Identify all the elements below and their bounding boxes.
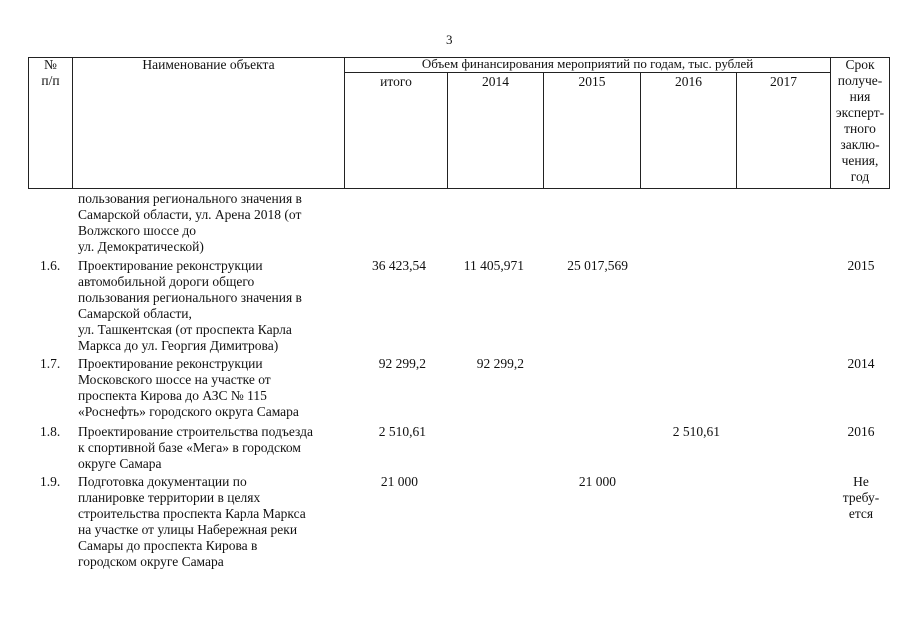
row-name-line: автомобильной дороги общего	[78, 274, 255, 289]
header-term-line: Срок	[845, 57, 875, 72]
header-term-line: ния	[849, 89, 871, 104]
row-2014: 11 405,971	[463, 258, 524, 273]
row-term	[833, 474, 889, 522]
row-term-line: ется	[848, 506, 874, 521]
continuation-line: пользования регионального значения в	[78, 191, 302, 206]
row-number: 1.7.	[40, 356, 61, 371]
header-no-line2: п/п	[41, 73, 60, 88]
row-term-line: Не	[853, 474, 869, 489]
row-2014: 92 299,2	[476, 356, 524, 371]
row-total: 92 299,2	[378, 356, 426, 371]
header-bottom-border	[28, 188, 890, 189]
header-no	[29, 57, 72, 89]
row-name	[78, 474, 346, 570]
row-name	[78, 258, 346, 354]
row-name-line: Самары до проспекта Кирова в	[78, 538, 258, 553]
header-term	[831, 57, 889, 185]
row-name-line: планировке территории в целях	[78, 490, 261, 505]
row-term: 2014	[847, 356, 875, 371]
row-name	[78, 356, 346, 420]
row-term: 2015	[847, 258, 875, 273]
row-name-line: проспекта Кирова до АЗС № 115	[78, 388, 267, 403]
funding-divider	[344, 72, 830, 73]
row-name-line: Проектирование строительства подъезда	[78, 424, 313, 439]
row-name-line: Самарской области,	[78, 306, 192, 321]
continuation-line: Волжского шоссе до	[78, 223, 196, 238]
row-name-line: на участке от улицы Набережная реки	[78, 522, 298, 537]
row-name-line: городском округе Самара	[78, 554, 224, 569]
row-name-line: Проектирование реконструкции	[78, 258, 263, 273]
row-total: 36 423,54	[372, 258, 426, 273]
row-2015: 21 000	[578, 474, 616, 489]
header-term-line: эксперт-	[835, 105, 885, 120]
row-name-line: «Роснефть» городского округа Самара	[78, 404, 299, 419]
row-total: 21 000	[380, 474, 418, 489]
header-term-line: тного	[844, 121, 876, 136]
row-number: 1.9.	[40, 474, 61, 489]
row-name-line: Подготовка документации по	[78, 474, 247, 489]
row-name-line: округе Самара	[78, 456, 162, 471]
row-name-line: строительства проспекта Карла Маркса	[78, 506, 306, 521]
header-term-line: чения,	[841, 153, 879, 168]
row-name-line: Маркса до ул. Георгия Димитрова)	[78, 338, 279, 353]
row-name-line: пользования регионального значения в	[78, 290, 302, 305]
page-number: 3	[446, 32, 453, 47]
row-2016: 2 510,61	[672, 424, 720, 439]
row-term-line: требу-	[842, 490, 880, 505]
continuation-text	[78, 191, 346, 255]
header-funding: Объем финансирования мероприятий по годам, тыс. рублей	[421, 56, 754, 71]
header-no-line1: №	[44, 57, 57, 72]
row-name	[78, 424, 346, 472]
row-number: 1.8.	[40, 424, 61, 439]
continuation-line: Самарской области, ул. Арена 2018 (от	[78, 207, 302, 222]
row-name-line: Проектирование реконструкции	[78, 356, 263, 371]
row-total: 2 510,61	[378, 424, 426, 439]
header-year: 2016	[675, 74, 702, 89]
row-2015: 25 017,569	[567, 258, 628, 273]
header-year: 2017	[770, 74, 797, 89]
row-term: 2016	[847, 424, 875, 439]
row-name-line: ул. Ташкентская (от проспекта Карла	[78, 322, 292, 337]
header-term-line: год	[850, 169, 870, 184]
continuation-line: ул. Демократической)	[78, 239, 204, 254]
table-header	[28, 57, 890, 189]
header-total: итого	[380, 74, 412, 89]
col-divider	[889, 57, 890, 189]
header-term-line: получе-	[837, 73, 883, 88]
row-name-line: к спортивной базе «Мега» в городском	[78, 440, 301, 455]
header-term-line: заклю-	[840, 137, 880, 152]
row-number: 1.6.	[40, 258, 61, 273]
header-year: 2015	[578, 74, 606, 89]
row-name-line: Московского шоссе на участке от	[78, 372, 271, 387]
header-year: 2014	[482, 74, 509, 89]
header-name: Наименование объекта	[142, 57, 275, 72]
col-divider	[72, 57, 73, 189]
